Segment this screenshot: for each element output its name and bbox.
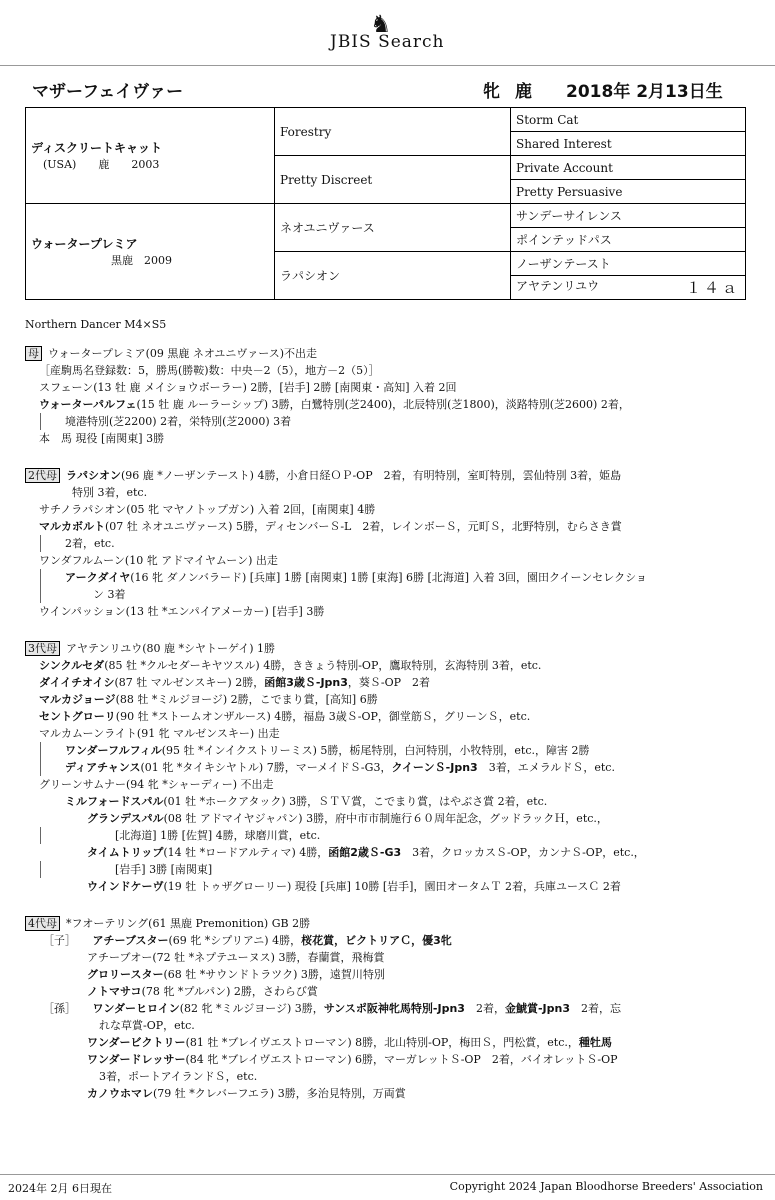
horse-link[interactable]: サンスポ阪神牝馬特別-Jpn3 [323,1002,465,1015]
horse-link[interactable]: マルカジョージ [39,693,116,706]
record-text: (78 牝 *プルパン) 2勝，さわらび賞 [141,985,318,998]
record-line [25,657,745,674]
record-text: (95 牡 *インイクストリーミス) 5勝，栃尾特別，白河特別，小牧特別，etc.，障害 2勝 [161,744,590,757]
family-record [25,345,745,1102]
horse-icon: ♞ [370,10,392,38]
logo-text: JBIS Search [330,32,445,52]
record-line [25,603,745,620]
horse-link[interactable]: ノトマサコ [87,985,142,998]
gp-cell[interactable]: ノーザンテースト [511,252,746,276]
record-text: (88 牡 *ミルジヨージ) 2勝，こでまり賞，[高知] 6勝 [115,693,378,706]
jbis-search-logo[interactable] [300,6,500,54]
horse-link[interactable]: 金鯱賞-Jpn3 [504,1002,570,1015]
record-text: ウォータープレミア(09 黒鹿 ネオユニヴァース)不出走 [48,347,318,360]
record-line [25,776,745,793]
record-line [25,1068,745,1085]
record-text: (82 牝 *ミルジヨージ) 3勝， [179,1002,324,1015]
record-text: (16 牝 ダノンバラード) [兵庫] 1勝 [南関東] 1勝 [東海] 6勝 [北海道] 入着 3回，園田クイーンセレクショ [130,571,647,584]
pedigree-table [25,107,746,300]
record-text: (85 牡 *クルセダーキヤツスル) 4勝，ききょう特別-OP，鷹取特別，玄海特別 3着，etc. [104,659,542,672]
record-text: ワンダフルムーン(10 牝 アドマイヤムーン) 出走 [39,554,278,567]
dam-dam-cell[interactable]: ラパシオン [275,252,511,300]
record-text: [北海道] 1勝 [佐賀] 4勝，球磨川賞，etc. [115,829,321,842]
record-line [25,810,745,827]
record-text: サチノラパシオン(05 牝 マヤノトップガン) 入着 2回，[南関東] 4勝 [39,503,376,516]
indent-bar [40,742,41,759]
record-text: 2着， [464,1002,505,1015]
record-text: 本 馬 現役 [南関東] 3勝 [39,432,165,445]
indent-bar [40,861,41,878]
record-line [25,949,745,966]
horse-color: 鹿 [515,82,532,102]
record-text: (08 牡 アドマイヤジャパン) 3勝，府中市市制施行６０周年記念，グッドラックＨ，etc.， [163,812,608,825]
horse-link[interactable]: ディアチャンス [65,761,141,774]
indent-bar [40,759,41,776]
horse-link[interactable]: グランデスパル [87,812,164,825]
record-text: 境港特別(芝2200) 2着，栄特別(芝2000) 3着 [65,415,292,428]
horse-link[interactable]: ワンダーフルフィル [65,744,162,757]
record-text: グリーンサムナー(94 牝 *シャーディー) 不出走 [39,778,274,791]
horse-link[interactable]: シンクルセダ [39,659,105,672]
record-line [25,467,745,484]
record-text: アヤテンリユウ(80 鹿 *シヤトーゲイ) 1勝 [66,642,276,655]
record-text: [岩手] 3勝 [南関東] [115,863,213,876]
horse-header [0,77,775,103]
record-text: ［産駒馬名登録数：5，勝馬(勝鞍)数：中央－2（5），地方－2（5）］ [39,364,380,377]
horse-link[interactable]: ワンダードレッサー [87,1053,186,1066]
dam-name[interactable]: ウォータープレミア [31,237,138,251]
horse-link[interactable]: クイーンＳ-Jpn3 [391,761,478,774]
indent-bar [40,569,41,586]
record-line [25,535,745,552]
horse-link[interactable]: アチーブスター [92,934,169,947]
horse-link[interactable]: 桜花賞，ビクトリアＣ，優3牝 [301,934,452,947]
copyright: Copyright 2024 Japan Bloodhorse Breeders' Association [449,1180,763,1193]
record-line [25,396,745,413]
record-line [25,1000,745,1017]
record-text: (14 牡 *ロードアルティマ) 4勝， [163,846,329,859]
record-line [25,861,745,878]
section-gap [25,447,745,467]
horse-link[interactable]: セントグローリ [39,710,116,723]
record-text: (90 牡 *ストームオンザルース) 4勝，福島 3歳Ｓ-OP，御堂筋Ｓ，グリーンＳ，etc. [115,710,531,723]
record-text: 2着，etc. [65,537,115,550]
record-text: (81 牡 *ブレイヴエストローマン) 8勝，北山特別-OP，梅田Ｓ，門松賞，etc.， [185,1036,579,1049]
dam-sire-cell[interactable]: ネオユニヴァース [275,204,511,252]
horse-link[interactable]: ダイイチオイシ [39,676,115,689]
record-line [25,725,745,742]
record-line [25,379,745,396]
gp-cell[interactable]: Private Account [511,156,746,180]
gp-cell [511,276,746,300]
record-line [25,915,745,932]
gp-cell[interactable]: Shared Interest [511,132,746,156]
record-text: アチーブオー(72 牡 *ネプテユーヌス) 3勝，春蘭賞，飛梅賞 [87,951,385,964]
family-number: １４ａ [685,279,740,297]
record-text: 3着，クロッカスＳ-OP，カンナＳ-OP，etc.， [401,846,645,859]
record-line [25,413,745,430]
dam-cell [26,204,275,300]
record-line [25,878,745,895]
record-text: ［子］ [43,934,93,947]
horse-link[interactable]: ウォーターパルフェ [39,398,137,411]
record-text: 3着，ポートアイランドＳ，etc. [99,1070,258,1083]
record-text: (07 牡 ネオユニヴァース) 5勝，ディセンバーＳ-L 2着，レインボーＳ，元町Ｓ，北野特別，むらさき賞 [105,520,622,533]
record-line [25,708,745,725]
horse-link[interactable]: ワンダービクトリー [87,1036,186,1049]
record-text: (96 鹿 *ノーザンテースト) 4勝，小倉日経ＯＰ-OP 2着，有明特別，室町特別，雲仙特別 3着，姫島 [121,469,622,482]
horse-link[interactable]: 函館2歳Ｓ-G3 [328,846,402,859]
sire-info: (USA) 鹿 2003 [43,158,160,171]
horse-name: マザーフェイヴァー [32,82,184,102]
record-text: ，葵Ｓ-OP 2着 [347,676,431,689]
indent-bar [40,586,41,603]
record-line [25,501,745,518]
horse-sex: 牝 [483,82,500,102]
indent-bar [40,413,41,430]
record-line [25,640,745,657]
record-text: ウインパッション(13 牡 *エンパイアメーカー) [岩手] 3勝 [39,605,325,618]
horse-birthdate: 2018年 2月13日生 [566,82,723,102]
generation-tag: 3代母 [25,641,60,656]
record-text: (79 牡 *クレバーフエラ) 3勝，多治見特別，万両賞 [153,1087,406,1100]
record-line [25,518,745,535]
generation-tag: 2代母 [25,468,60,483]
indent-bar [40,535,41,552]
section-gap [25,895,745,915]
section-gap [25,620,745,640]
horse-link[interactable]: ウインドケーヴ [87,880,164,893]
record-text: (01 牝 *タイキシヤトル) 7勝，マーメイドＳ-G3， [140,761,392,774]
record-line [25,569,745,586]
record-text: スフェーン(13 牡 鹿 メイショウボーラー) 2勝，[岩手] 2勝 [南関東・高知] 入着 2回 [39,381,457,394]
record-line [25,430,745,447]
record-text: 3着，エメラルドＳ，etc. [477,761,615,774]
horse-link[interactable]: タイムトリップ [87,846,164,859]
record-line [25,1085,745,1102]
record-line [25,552,745,569]
gp-cell[interactable]: ポインテッドパス [511,228,746,252]
gp-cell[interactable]: Pretty Persuasive [511,180,746,204]
as-of-date: 2024年 2月 6日現在 [8,1182,112,1195]
record-text: 特別 3着，etc. [72,486,148,499]
record-line [25,674,745,691]
header-divider [0,65,775,66]
record-line [25,691,745,708]
record-text: れな草賞-OP，etc. [99,1019,195,1032]
record-line [25,844,745,861]
horse-link[interactable]: アークダイヤ [65,571,131,584]
inbreeding-note: Northern Dancer M4×S5 [25,318,167,331]
record-text: (01 牡 *ホークアタック) 3勝，ＳＴＶ賞，こでまり賞，はやぶさ賞 2着，etc. [163,795,548,808]
generation-tag: 4代母 [25,916,60,931]
sire-dam-cell[interactable]: Pretty Discreet [275,156,511,204]
horse-link[interactable]: ラパシオン [66,469,121,482]
record-line [25,1034,745,1051]
record-line [25,1017,745,1034]
generation-tag: 母 [25,346,42,361]
record-text: (68 牡 *サウンドトラツク) 3勝，遠賀川特別 [163,968,385,981]
horse-link[interactable]: 函館3歳Ｓ-Jpn3 [264,676,348,689]
record-text: ン 3着 [93,588,126,601]
record-line [25,827,745,844]
record-line [25,966,745,983]
record-text: *フオーテリング(61 黒鹿 Premonition) GB 2勝 [66,917,311,930]
horse-link[interactable]: ワンダーヒロイン [92,1002,180,1015]
horse-link[interactable]: グロリースター [87,968,164,981]
sire-name[interactable]: ディスクリートキャット [31,141,163,155]
record-line [25,484,745,501]
gp-cell[interactable]: サンデーサイレンス [511,204,746,228]
record-line [25,586,745,603]
record-text: (19 牡 トゥザグローリー) 現役 [兵庫] 10勝 [岩手]，園田オータムＴ 2着，兵庫ユースＣ 2着 [163,880,621,893]
footer-divider [0,1174,775,1175]
horse-link[interactable]: ミルフォードスパル [65,795,164,808]
record-line [25,742,745,759]
sire-sire-cell[interactable]: Forestry [275,108,511,156]
record-text: ［孫］ [43,1002,93,1015]
record-line [25,793,745,810]
record-text: 2着，忘 [569,1002,621,1015]
record-text: (69 牝 *シプリアニ) 4勝， [168,934,302,947]
horse-link[interactable]: マルカボルト [39,520,105,533]
record-text: (84 牝 *ブレイヴエストローマン) 6勝，マーガレットＳ-OP 2着，バイオレットＳ-OP [185,1053,618,1066]
dam-info: 黒鹿 2009 [111,254,172,267]
record-line [25,932,745,949]
record-line [25,1051,745,1068]
record-line [25,759,745,776]
record-line [25,983,745,1000]
record-line [25,345,745,362]
sire-cell [26,108,275,204]
indent-bar [40,827,41,844]
gp-name[interactable]: アヤテンリユウ [516,279,600,293]
gp-cell[interactable]: Storm Cat [511,108,746,132]
record-line [25,362,745,379]
record-text: マルカムーンライト(91 牝 マルゼンスキー) 出走 [39,727,280,740]
horse-link[interactable]: 種牡馬 [578,1036,612,1049]
horse-link[interactable]: カノウホマレ [87,1087,153,1100]
record-text: (15 牡 鹿 ルーラーシップ) 3勝，白鷺特別(芝2400)，北辰特別(芝1800)，淡路特別(芝2600) 2着， [136,398,630,411]
record-text: (87 牡 マルゼンスキー) 2勝， [114,676,265,689]
